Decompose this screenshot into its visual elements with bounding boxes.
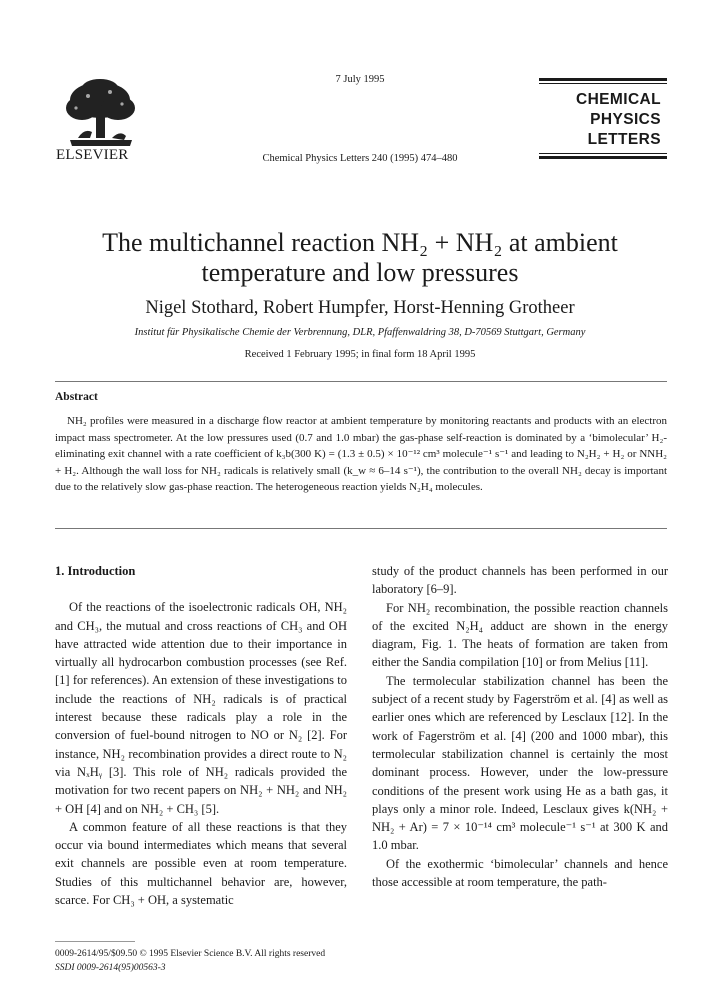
journal-name-line-2: PHYSICS bbox=[590, 111, 661, 128]
ssdi-line: SSDI 0009-2614(95)00563-3 bbox=[55, 963, 166, 973]
journal-name-line-1: CHEMICAL bbox=[576, 91, 661, 108]
footer bbox=[55, 947, 325, 975]
abstract-text: NH₂ profiles were measured in a discharge flow reactor at ambient temperature by monitoring reactants and products with an electron impact mass spectrometer. At the low pressures used (0.7 and 1.0 mbar) the gas-phase self-reaction is dominated by a ‘bimolecular’ H₂-eliminating exit channel with a rate coefficient of k₃b(300 K) = (1.3 ± 0.5) × 10⁻¹² cm³ molecule⁻¹ s⁻¹ and leading to N₂H₂ + H₂ or NNH₂ + H₂. Although the wall loss for NH₂ radicals is relatively small (k_w ≈ 6–14 s⁻¹), the contribution to the overall NH₂ decay is important due to the relatively slow gas-phase reaction. The heterogeneous reaction yields N₂H₄ molecules. bbox=[55, 415, 667, 493]
journal-masthead bbox=[539, 78, 667, 160]
abstract-bottom-rule bbox=[55, 528, 667, 529]
paragraph: Of the exothermic ‘bimolecular’ channels and hence those accessible at room temperature, the path- bbox=[372, 856, 668, 890]
paragraph: study of the product channels has been performed in our laboratory [6–9]. bbox=[372, 564, 668, 597]
elsevier-tree-logo bbox=[60, 78, 142, 148]
issue-date: 7 July 1995 bbox=[335, 74, 385, 85]
footer-rule bbox=[55, 941, 135, 942]
paragraph: A common feature of all these reactions is that they occur via bound intermediates which means that several exit channels are possible even at room temperature. Studies of this multichannel behavior are, however, scarce. For CH₃ + OH, a systematic bbox=[55, 819, 347, 908]
article-title: The multichannel reaction NH₂ + NH₂ at ambient temperature and low pressures bbox=[102, 228, 618, 287]
received-dates: Received 1 February 1995; in final form 18 April 1995 bbox=[244, 349, 476, 360]
journal-name-line-3: LETTERS bbox=[587, 131, 661, 148]
abstract-heading: Abstract bbox=[55, 391, 98, 403]
paragraph: For NH₂ recombination, the possible reaction channels of the excited N₂H₄ adduct are shown in the energy diagram, Fig. 1. The heats of formation are taken from either the Sandia compilation [10] or from Melius [11]. bbox=[372, 600, 668, 670]
copyright-line: 0009-2614/95/$09.50 © 1995 Elsevier Science B.V. All rights reserved bbox=[55, 949, 326, 959]
journal-citation: Chemical Physics Letters 240 (1995) 474–480 bbox=[262, 153, 458, 164]
right-column bbox=[372, 562, 668, 891]
publisher-name: ELSEVIER bbox=[56, 147, 129, 163]
paragraph: Of the reactions of the isoelectronic radicals OH, NH₂ and CH₃, the mutual and cross reactions of CH₃ and OH have attracted wide attention due to their importance in virtually all hydrocarbon combustion processes (see Ref. [1] for references). An extension of these investigations to include the reactions of NH₂ radicals is of practical interest because these radicals play a role in the conversion of fuel-bound nitrogen to NO or N₂ [2]. For instance, NH₂ recombination provides a direct route to N₂ via NₓHᵧ [3]. This role of NH₂ radicals provided the motivation for two recent papers on NH₂ + NH₂ and NH₂ + OH [4] and on NH₂ + CH₃ [5]. bbox=[55, 600, 347, 816]
abstract-top-rule bbox=[55, 381, 667, 382]
section-heading: 1. Introduction bbox=[55, 564, 136, 578]
paragraph: The termolecular stabilization channel has been the subject of a recent study by Fagerström et al. [4] as well as earlier ones which are referenced by Lesclaux [12]. In the work of Fagerström et al. [4] (200 and 1000 mbar), this termolecular stabilization channel is certainly the most dominant process. However, under the low-pressure conditions of the present work using He as a bath gas, it plays only a minor role. Indeed, Lesclaux gives k(NH₂ + NH₂ + Ar) = 7 × 10⁻¹⁴ cm³ molecule⁻¹ s⁻¹ at 300 K and 1.0 mbar. bbox=[372, 673, 668, 853]
author-affiliation: Institut für Physikalische Chemie der Verbrennung, DLR, Pfaffenwaldring 38, D-70569 Stuttgart, Germany bbox=[134, 327, 586, 338]
author-list: Nigel Stothard, Robert Humpfer, Horst-Henning Grotheer bbox=[145, 298, 575, 318]
left-column bbox=[55, 562, 347, 909]
